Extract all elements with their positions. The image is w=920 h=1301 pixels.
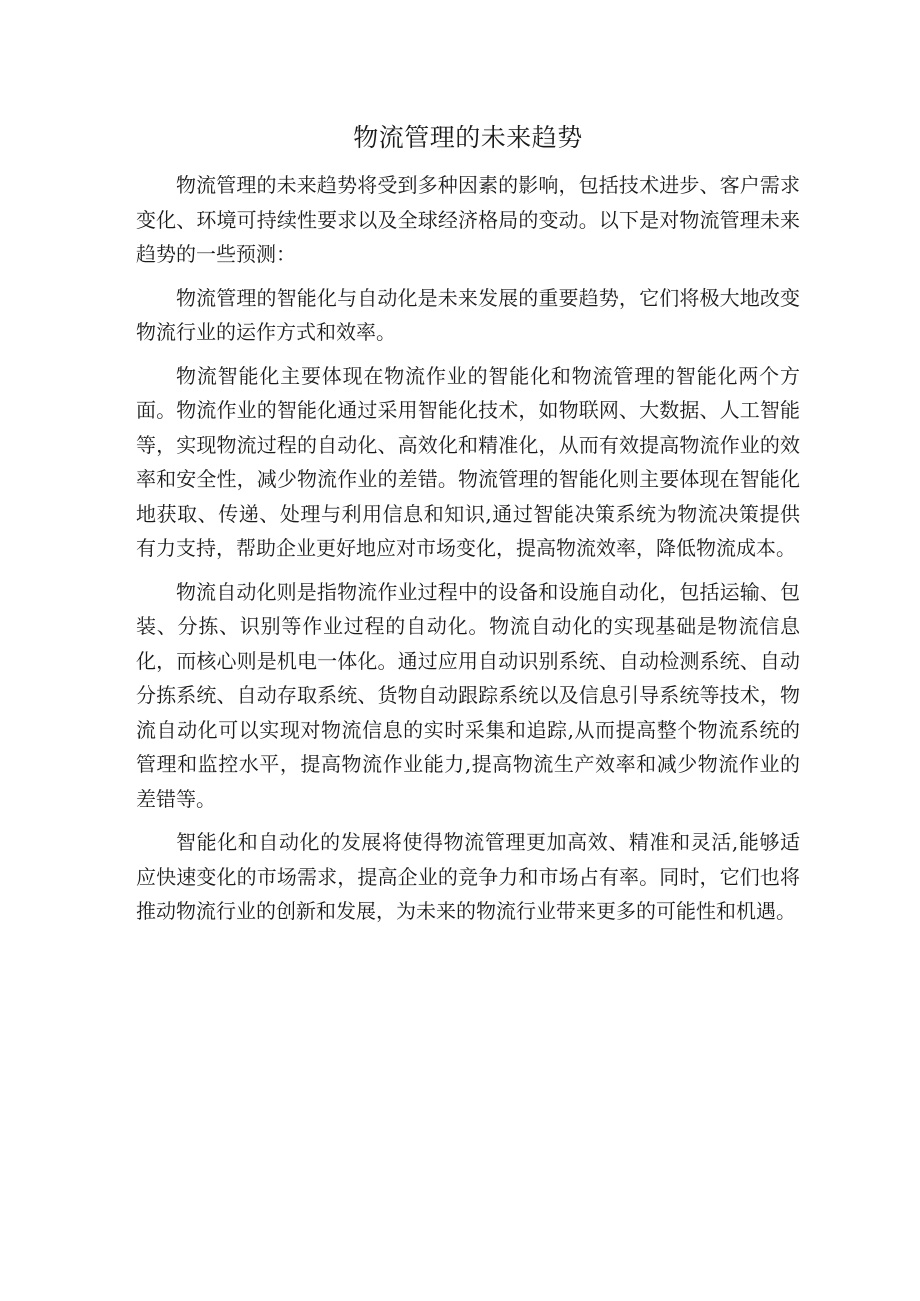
document-body bbox=[136, 118, 800, 929]
paragraph-intelligence: 物流智能化主要体现在物流作业的智能化和物流管理的智能化两个方面。物流作业的智能化通过采用智能化技术，如物联网、大数据、人工智能等，实现物流过程的自动化、高效化和精准化，从而有效提高物流作业的效率和安全性，减少物流作业的差错。物流管理的智能化则主要体现在智能化地获取、传递、处理与利用信息和知识,通过智能决策系统为物流决策提供有力支持，帮助企业更好地应对市场变化，提高物流效率，降低物流成本。 bbox=[136, 363, 800, 560]
paragraph-intelligence-automation: 物流管理的智能化与自动化是未来发展的重要趋势，它们将极大地改变物流行业的运作方式和效率。 bbox=[136, 285, 800, 344]
paragraph-conclusion: 智能化和自动化的发展将使得物流管理更加高效、精准和灵活,能够适应快速变化的市场需求，提高企业的竞争力和市场占有率。同时，它们也将推动物流行业的创新和发展，为未来的物流行业带来更多的可能性和机遇。 bbox=[136, 830, 800, 923]
document-title: 物流管理的未来趋势 bbox=[353, 123, 583, 152]
paragraph-intro: 物流管理的未来趋势将受到多种因素的影响，包括技术进步、客户需求变化、环境可持续性要求以及全球经济格局的变动。以下是对物流管理未来趋势的一些预测： bbox=[136, 173, 800, 266]
paragraph-automation: 物流自动化则是指物流作业过程中的设备和设施自动化，包括运输、包装、分拣、识别等作业过程的自动化。物流自动化的实现基础是物流信息化，而核心则是机电一体化。通过应用自动识别系统、自动检测系统、自动分拣系统、自动存取系统、货物自动跟踪系统以及信息引导系统等技术，物流自动化可以实现对物流信息的实时采集和追踪,从而提高整个物流系统的管理和监控水平，提高物流作业能力,提高物流生产效率和减少物流作业的差错等。 bbox=[136, 579, 800, 811]
